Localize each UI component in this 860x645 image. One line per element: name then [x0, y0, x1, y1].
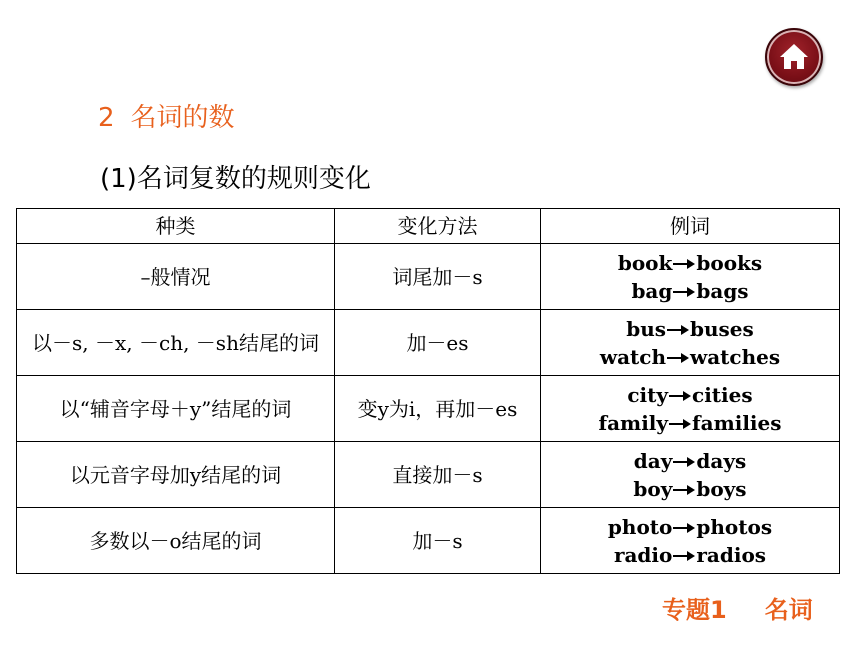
footer-topic: 专题1 — [662, 596, 727, 624]
section-title: 名词的数 — [130, 103, 235, 133]
arrow-right-icon — [673, 258, 695, 270]
example-pair — [547, 249, 833, 277]
method-cell: 加－es — [335, 310, 541, 376]
plural-word: cities — [692, 382, 753, 407]
arrow-right-icon — [673, 484, 695, 496]
example-pair — [547, 409, 833, 437]
method-cell: 词尾加－s — [335, 244, 541, 310]
category-cell: –般情况 — [17, 244, 335, 310]
singular-word: watch — [599, 344, 666, 369]
examples-cell — [541, 244, 840, 310]
category-cell: 多数以－o结尾的词 — [17, 508, 335, 574]
plural-word: books — [696, 250, 763, 275]
example-pair — [547, 343, 833, 371]
singular-word: day — [633, 448, 673, 473]
singular-word: bus — [626, 316, 666, 341]
arrow-right-icon — [669, 418, 691, 430]
plural-word: photos — [696, 514, 773, 539]
plural-word: watches — [690, 344, 781, 369]
example-pair — [547, 277, 833, 305]
example-pair — [547, 447, 833, 475]
header-method: 变化方法 — [335, 209, 541, 244]
example-pair — [547, 381, 833, 409]
table-row — [17, 442, 840, 508]
arrow-right-icon — [667, 352, 689, 364]
section-number: 2 — [98, 103, 115, 133]
singular-word: book — [617, 250, 673, 275]
plural-rules-table — [16, 208, 840, 574]
method-cell: 变y为i，再加－es — [335, 376, 541, 442]
home-button[interactable] — [765, 28, 823, 86]
example-pair — [547, 513, 833, 541]
category-cell: 以－s, －x, －ch, －sh结尾的词 — [17, 310, 335, 376]
examples-cell — [541, 376, 840, 442]
table-row — [17, 508, 840, 574]
header-examples: 例词 — [541, 209, 840, 244]
plural-word: radios — [696, 542, 767, 567]
table-row — [17, 376, 840, 442]
examples-cell — [541, 442, 840, 508]
arrow-right-icon — [667, 324, 689, 336]
table-row — [17, 244, 840, 310]
plural-word: bags — [696, 278, 749, 303]
singular-word: boy — [633, 476, 673, 501]
footer-name: 名词 — [764, 596, 813, 624]
example-pair — [547, 315, 833, 343]
header-category: 种类 — [17, 209, 335, 244]
singular-word: photo — [607, 514, 673, 539]
plural-word: boys — [696, 476, 747, 501]
method-cell: 加－s — [335, 508, 541, 574]
method-cell: 直接加－s — [335, 442, 541, 508]
section-heading — [98, 97, 235, 134]
category-cell: 以元音字母加y结尾的词 — [17, 442, 335, 508]
arrow-right-icon — [669, 390, 691, 402]
examples-cell — [541, 310, 840, 376]
singular-word: radio — [613, 542, 673, 567]
table-row — [17, 310, 840, 376]
arrow-right-icon — [673, 286, 695, 298]
sub-heading: (1)名词复数的规则变化 — [100, 164, 371, 194]
arrow-right-icon — [673, 522, 695, 534]
plural-word: days — [696, 448, 747, 473]
arrow-right-icon — [673, 456, 695, 468]
singular-word: family — [598, 410, 669, 435]
footer — [662, 590, 813, 625]
table-header-row — [17, 209, 840, 244]
examples-cell — [541, 508, 840, 574]
plural-word: buses — [690, 316, 754, 341]
arrow-right-icon — [673, 550, 695, 562]
category-cell: 以“辅音字母＋y”结尾的词 — [17, 376, 335, 442]
home-icon — [778, 40, 810, 72]
example-pair — [547, 541, 833, 569]
example-pair — [547, 475, 833, 503]
singular-word: bag — [631, 278, 673, 303]
plural-word: families — [692, 410, 782, 435]
singular-word: city — [627, 382, 669, 407]
